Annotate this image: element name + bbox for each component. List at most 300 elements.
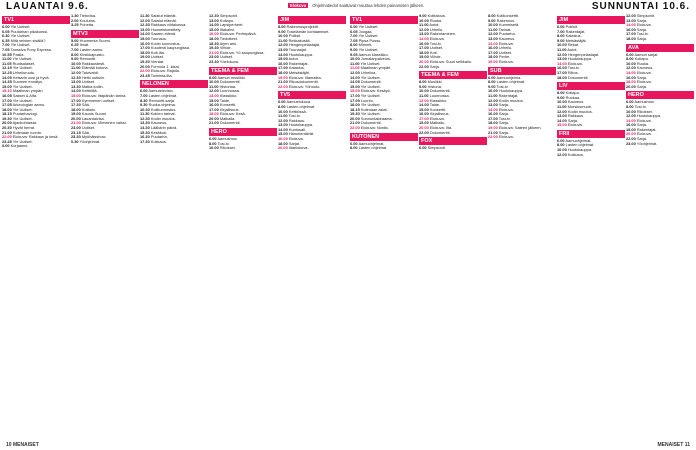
program-time: 13.00	[626, 17, 636, 23]
program-title: Kodin muutos.	[567, 108, 593, 114]
program-title: Huutokauppa.	[636, 113, 662, 119]
program-title: Sarja.	[567, 117, 579, 123]
program-time: 13.00	[488, 35, 498, 41]
program-title: Elokuva.	[636, 79, 652, 85]
program-time: 8.00	[488, 79, 496, 85]
program-time: 18.30	[209, 40, 219, 46]
program-time: 8.00	[488, 14, 496, 18]
program-title: Ruoka-ohjelma.	[148, 102, 176, 108]
program-listing	[419, 65, 487, 70]
program-listing	[278, 85, 346, 90]
program-time: 17.00	[419, 115, 429, 121]
program-title: Elokuva: Rajalla.	[150, 68, 180, 74]
program-time: 17.30	[71, 102, 81, 108]
listing-column	[557, 14, 625, 438]
left-day-title: LAUANTAI 9.6.	[6, 1, 89, 12]
program-title: Sarja.	[498, 129, 510, 135]
channel-header: TV1	[2, 16, 70, 24]
program-title: Simpsonit.	[636, 14, 656, 18]
program-title: Huutokauppa.	[288, 122, 314, 128]
program-time: 20.00	[2, 120, 12, 126]
program-time: 22.00	[140, 68, 150, 74]
program-time: 20.00	[419, 125, 429, 131]
program-time: 10.00	[278, 33, 288, 39]
program-title: Viihde.	[219, 45, 232, 51]
program-title: Simpsonit.	[219, 14, 239, 18]
program-title: Sarja.	[636, 26, 648, 32]
program-time: 12.00	[626, 14, 636, 18]
listing-column	[278, 14, 346, 438]
program-title: Arjen arki.	[219, 40, 238, 46]
program-title: Yle Uutiset.	[12, 115, 33, 121]
program-title: Elokuva.	[636, 22, 652, 28]
program-time: 18.00	[71, 106, 81, 112]
program-title: Hetki uutisiin.	[81, 74, 105, 80]
program-time: 20.00	[140, 63, 150, 69]
program-title: Viihde.	[429, 54, 442, 60]
program-time: 18.00	[278, 69, 288, 75]
program-title: Historiaa.	[219, 83, 237, 89]
program-time: 10.00	[557, 42, 567, 48]
channel-header: LIV	[557, 82, 625, 90]
program-title: Uutiset.	[81, 79, 96, 85]
program-time: 16.00	[626, 74, 636, 80]
program-title: Uutiset.	[498, 49, 513, 55]
program-time: 14.30	[140, 125, 150, 131]
program-time: 11.00	[278, 37, 288, 43]
program-title: Arkeologian aamu.	[12, 102, 46, 108]
program-time: 19.30	[2, 115, 12, 121]
program-title: Lasten ohjelmat.	[496, 79, 526, 85]
program-title: Aamushow.	[634, 99, 655, 105]
program-time: 6.35	[2, 37, 10, 43]
program-title: Mimmit.	[358, 42, 373, 48]
program-title: Yle Uutiset.	[358, 46, 379, 52]
program-time: 15.00	[557, 122, 567, 128]
program-title: Yle Uutiset.	[358, 24, 379, 29]
program-time: 16.00	[278, 136, 288, 142]
program-title: Tuunaajat.	[288, 46, 308, 52]
program-title: Kotitalous.	[427, 14, 446, 18]
program-time: 18.00	[626, 35, 636, 41]
page-header	[0, 0, 696, 14]
program-title: Tuunaus.	[150, 35, 167, 41]
program-title: Yle Uutiset.	[10, 42, 31, 48]
program-title: Kesäkoti.	[150, 129, 167, 135]
program-time: 10.00	[488, 22, 498, 28]
program-time: 6.30	[2, 33, 10, 39]
program-title: Sarjat.	[288, 140, 301, 146]
program-time: 12.00	[488, 31, 498, 37]
program-time: 20.00	[626, 83, 636, 89]
program-time: 13.30	[71, 83, 81, 89]
channel-header: TEEMA & FEM	[209, 67, 277, 75]
program-time: 11.00	[71, 65, 81, 71]
right-day-title: SUNNUNTAI 10.6.	[591, 1, 690, 12]
program-time: 16.00	[140, 40, 150, 46]
program-time: 10.00	[278, 108, 288, 114]
program-time: 18.15	[2, 111, 12, 117]
program-title: Dokumentti.	[429, 129, 451, 135]
program-time: 19.30	[350, 111, 360, 117]
program-time: 10.00	[209, 79, 219, 85]
right-page-number: MENAISET 11	[657, 442, 690, 448]
program-title: Keisarin uusi ja hyvä.	[12, 74, 50, 80]
program-title: Elokuva.	[498, 134, 514, 140]
program-time: 12.00	[419, 97, 429, 103]
program-time: 18.00	[557, 74, 567, 80]
program-time: 11.05	[350, 65, 360, 71]
program-time: 12.00	[419, 26, 429, 32]
program-time: 22.00	[419, 63, 429, 69]
program-time: 7.00	[140, 92, 148, 98]
program-listing	[71, 140, 139, 145]
program-title: Koti-ilta.	[150, 49, 165, 55]
program-time: 6.25	[71, 42, 79, 48]
program-title: Suomen ennätys.	[12, 79, 44, 85]
program-title: Urheilu.	[498, 45, 513, 51]
program-title: Rakentajat.	[636, 126, 657, 132]
program-time: 12.30	[71, 74, 81, 80]
program-listing	[71, 23, 139, 28]
program-time: 8.00	[557, 90, 565, 96]
program-time: 7.05	[2, 46, 10, 52]
program-listing	[419, 131, 487, 136]
program-time: 2.00	[71, 17, 79, 23]
program-title: Rikosdokumentti.	[288, 79, 319, 85]
program-title: Elokuva.	[636, 69, 652, 75]
program-time: 18.00	[626, 126, 636, 132]
channel-header: SUB	[488, 67, 556, 75]
program-title: Elokuva: Kesäyö.	[360, 88, 391, 94]
program-listing	[557, 76, 625, 81]
program-title: Yöohjelmat.	[636, 140, 658, 146]
program-time: 18.00	[626, 79, 636, 85]
program-title: Klassikko.	[429, 97, 448, 103]
program-time: 14.00	[71, 88, 81, 94]
right-page	[350, 14, 696, 438]
program-time: 6.00	[209, 136, 217, 142]
program-title: Sarja.	[636, 83, 648, 89]
program-time: 15.00	[209, 97, 219, 103]
program-time: 6.00	[2, 24, 10, 29]
program-title: Yle Uutiset.	[360, 60, 381, 66]
program-time: 19.00	[419, 54, 429, 60]
program-listing	[626, 142, 694, 147]
program-title: Rakennusprojektit.	[286, 24, 319, 29]
program-time: 14.00	[557, 60, 567, 66]
program-title: Tosi-tv.	[429, 40, 442, 46]
program-time: 0.00	[2, 143, 10, 149]
program-time: 17.05	[2, 102, 12, 108]
program-time: 12.00	[350, 69, 360, 75]
program-listing	[350, 126, 418, 131]
program-time: 10.00	[419, 17, 429, 23]
program-time: 15.05	[350, 88, 360, 94]
program-title: Uutiset.	[429, 45, 444, 51]
program-time: 16.00	[419, 111, 429, 117]
program-time: 15.00	[2, 83, 12, 89]
program-title: Pasila.	[12, 51, 25, 57]
listing-column	[626, 14, 694, 438]
program-time: 12.00	[71, 69, 81, 75]
program-time: 6.00	[278, 99, 286, 105]
program-time: 14.00	[488, 40, 498, 46]
program-title: Rakkaus.	[567, 113, 585, 119]
program-title: Lapsiperheet.	[219, 22, 244, 28]
program-title: Lasten ohjelmat.	[358, 145, 388, 151]
listing-column	[71, 14, 139, 438]
program-time: 15.30	[140, 129, 150, 135]
program-time: 12.30	[140, 115, 150, 121]
program-title: Kalastus.	[565, 33, 582, 39]
program-title: Dokumentti.	[219, 120, 241, 126]
program-title: Tiedotteet.	[219, 35, 239, 41]
program-title: Hämmentävät.	[288, 131, 315, 137]
program-title: Sarja.	[636, 35, 648, 41]
program-time: 14.00	[419, 102, 429, 108]
program-title: Sarja.	[636, 17, 648, 23]
program-time: 6.00	[626, 99, 634, 105]
program-time: 5.00	[71, 37, 79, 43]
program-title: Tanssiva Pony Express.	[10, 46, 52, 52]
program-time: 17.00	[71, 97, 81, 103]
program-title: Elokuva: Iltapäivän tarina.	[81, 92, 127, 98]
program-title: Elokuva: Ilta.	[429, 125, 453, 131]
program-title: Salatut elämät.	[150, 17, 177, 23]
program-title: Tosi-tv.	[288, 113, 301, 119]
program-time: 11.00	[2, 56, 12, 62]
program-time: 11.30	[140, 14, 150, 18]
program-title: Yle Uutiset.	[12, 83, 33, 89]
program-time: 9.05	[350, 51, 358, 57]
program-title: Taide.	[219, 97, 231, 103]
program-title: Yöohjelmat.	[79, 138, 101, 144]
program-time: 0.30	[71, 138, 79, 144]
program-title: Pipsa Possu.	[358, 37, 382, 43]
program-time: 22.00	[2, 134, 12, 140]
program-time: 8.00	[209, 74, 217, 80]
program-time: 18.00	[209, 35, 219, 41]
program-time: 15.00	[209, 26, 219, 32]
program-title: Kuudesti kaupungissa.	[150, 45, 190, 51]
program-title: Hengenpelastajat.	[567, 51, 600, 57]
program-title: Elokuva: Sateen jälkeen.	[498, 125, 542, 131]
program-time: 12.30	[209, 14, 219, 18]
program-time: 13.00	[71, 79, 81, 85]
program-listing	[140, 74, 208, 79]
program-time: 23.15	[71, 129, 81, 135]
program-title: Puutarha.	[498, 31, 516, 37]
program-title: Rekat.	[567, 42, 580, 48]
program-title: Ruokaa.	[565, 94, 581, 100]
program-time: 23.30	[71, 134, 81, 140]
program-title: Tosi-tv.	[634, 103, 647, 109]
program-time: 22.00	[278, 83, 288, 89]
program-listing	[2, 144, 70, 149]
program-title: Lasten ohjelmat.	[286, 103, 316, 109]
program-title: Elokuva.	[567, 122, 583, 128]
program-title: Huutokauppa.	[567, 56, 593, 62]
program-time: 9.00	[488, 17, 496, 23]
program-time: 22.00	[488, 134, 498, 140]
program-title: Kauneus.	[636, 65, 654, 71]
program-title: Tosi-tv.	[496, 83, 509, 89]
program-time: 13.00	[140, 26, 150, 32]
program-title: Keittiöllä.	[81, 88, 98, 94]
program-title: Sarja.	[429, 63, 441, 69]
program-time: 16.30	[140, 134, 150, 140]
program-time: 11.00	[419, 22, 429, 28]
program-time: 20.00	[350, 115, 360, 121]
channel-header: FOX	[419, 137, 487, 145]
program-title: Elokuva.	[567, 60, 583, 66]
program-title: Elokuva: Iltamatka.	[288, 74, 322, 80]
program-title: Mitä seinien sisällä?	[10, 37, 46, 43]
channel-header: TV1	[350, 16, 418, 24]
program-time: 11.00	[488, 92, 498, 98]
program-time: 9.00	[419, 83, 427, 89]
program-title: Rakkaus viidakossa.	[150, 22, 187, 28]
program-time: 6.00	[557, 24, 565, 29]
program-title: Perhe.	[498, 54, 511, 60]
program-time: 7.00	[2, 42, 10, 48]
program-note	[288, 3, 424, 8]
film-tag: Elokuva	[290, 3, 307, 8]
program-time: 16.00	[209, 31, 219, 37]
program-title: Rakentaminen.	[429, 31, 457, 37]
program-time: 19.00	[278, 74, 288, 80]
program-title: Aamuohjelmat.	[358, 140, 385, 146]
program-time: 11.30	[140, 111, 150, 117]
program-time: 17.00	[350, 92, 360, 98]
program-title: Elokuva: Viimeinen valssi.	[81, 120, 127, 126]
program-title: Toiminta-ilta.	[150, 72, 173, 78]
program-title: Elokuva: Perhepäivä.	[219, 31, 257, 37]
channel-header: HERO	[626, 91, 694, 99]
listing-column	[2, 14, 70, 438]
channel-header: FRII	[557, 130, 625, 138]
program-time: 16.05	[2, 92, 12, 98]
program-time: 18.00	[209, 111, 219, 117]
program-time: 10.00	[626, 60, 636, 66]
program-time: 14.00	[350, 74, 360, 80]
program-time: 18.00	[488, 120, 498, 126]
program-time: 14.00	[278, 51, 288, 57]
program-title: Kirjallisuus.	[219, 106, 240, 112]
program-time: 10.00	[488, 88, 498, 94]
program-title: Huutokauppa.	[567, 147, 593, 153]
program-time: 12.00	[140, 17, 150, 23]
program-time: 19.00	[488, 125, 498, 131]
program-title: Aamushow.	[217, 136, 238, 142]
program-title: Yle Uutiset.	[10, 33, 31, 39]
program-title: Elokuva: Suuri seikkailu.	[429, 58, 473, 64]
program-title: Yle Uutiset.	[360, 111, 381, 117]
program-listing	[626, 85, 694, 90]
program-title: Rikokset.	[636, 108, 653, 114]
program-time: 12.15	[2, 65, 12, 71]
program-title: Dokumentti.	[429, 88, 451, 94]
program-title: Keittiössä.	[288, 108, 307, 114]
listing-column	[419, 14, 487, 438]
program-time: 6.05	[2, 28, 10, 34]
program-time: 16.00	[488, 111, 498, 117]
program-title: Rakkaustesti.	[81, 60, 106, 66]
program-title: Aamun klassikko.	[358, 51, 389, 57]
program-time: 17.00	[488, 49, 498, 55]
program-title: Aamutelevisio.	[148, 88, 174, 94]
program-time: 8.00	[209, 140, 217, 146]
program-title: Kauneus.	[567, 99, 585, 105]
program-time: 22.00	[419, 129, 429, 135]
program-title: Sarja.	[636, 74, 648, 80]
program-time: 10.00	[350, 56, 360, 62]
program-time: 14.00	[626, 117, 636, 123]
program-time: 12.00	[557, 51, 567, 57]
program-time: 20.00	[626, 131, 636, 137]
program-time: 3.25	[71, 22, 79, 28]
program-title: Historia.	[427, 83, 442, 89]
program-title: Elokuva: Rakkaus ja kesä.	[12, 134, 59, 140]
program-time: 15.00	[278, 131, 288, 137]
program-title: Kauneus.	[150, 120, 168, 126]
program-title: Yle Uutiset.	[358, 33, 379, 39]
program-title: Metsästäjät.	[565, 37, 587, 43]
program-time: 14.00	[626, 22, 636, 28]
program-title: Yle Uutiset.	[12, 138, 33, 144]
channel-header: JIM	[278, 16, 346, 24]
program-title: Musiikki.	[427, 79, 443, 85]
left-page	[2, 14, 348, 438]
program-time: 14.00	[488, 106, 498, 112]
program-time: 20.00	[419, 58, 429, 64]
program-time: 19.30	[140, 58, 150, 64]
program-title: Matkalla.	[219, 115, 236, 121]
program-time: 13.00	[557, 113, 567, 119]
program-time: 9.00	[557, 94, 565, 100]
program-listing	[350, 146, 418, 151]
program-time: 20.00	[278, 145, 288, 151]
program-title: Koirien tarinat.	[150, 111, 176, 117]
program-title: Matka kotiin.	[81, 83, 104, 89]
program-title: Urheilua.	[360, 69, 377, 75]
program-time: 14.00	[278, 126, 288, 132]
program-title: Koti.	[429, 49, 438, 55]
program-time: 17.30	[140, 138, 150, 144]
program-time: 17.00	[140, 45, 150, 51]
channel-header: KUTONEN	[350, 133, 418, 141]
program-title: Huoneistoesittely.	[150, 26, 182, 32]
program-title: Lasten ohjelmat.	[148, 92, 178, 98]
program-title: Aamuohjelma.	[496, 74, 522, 80]
program-time: 21.00	[209, 120, 219, 126]
program-title: Vieraat.	[150, 58, 165, 64]
program-time: 10.00	[419, 88, 429, 94]
left-page-number: 10 MENAISET	[6, 442, 39, 448]
program-title: Kotimaan luonto.	[12, 129, 43, 135]
program-time: 16.00	[557, 65, 567, 71]
program-time: 17.00	[278, 65, 288, 71]
program-listing	[209, 146, 277, 151]
program-title: Autot.	[429, 22, 440, 28]
program-time: 9.00	[278, 28, 286, 34]
program-time: 14.05	[2, 74, 12, 80]
program-title: Kotitalo.	[81, 106, 96, 112]
program-title: Maailman ympäri.	[12, 88, 44, 94]
program-time: 11.00	[350, 60, 360, 66]
program-title: Sarja.	[636, 122, 648, 128]
